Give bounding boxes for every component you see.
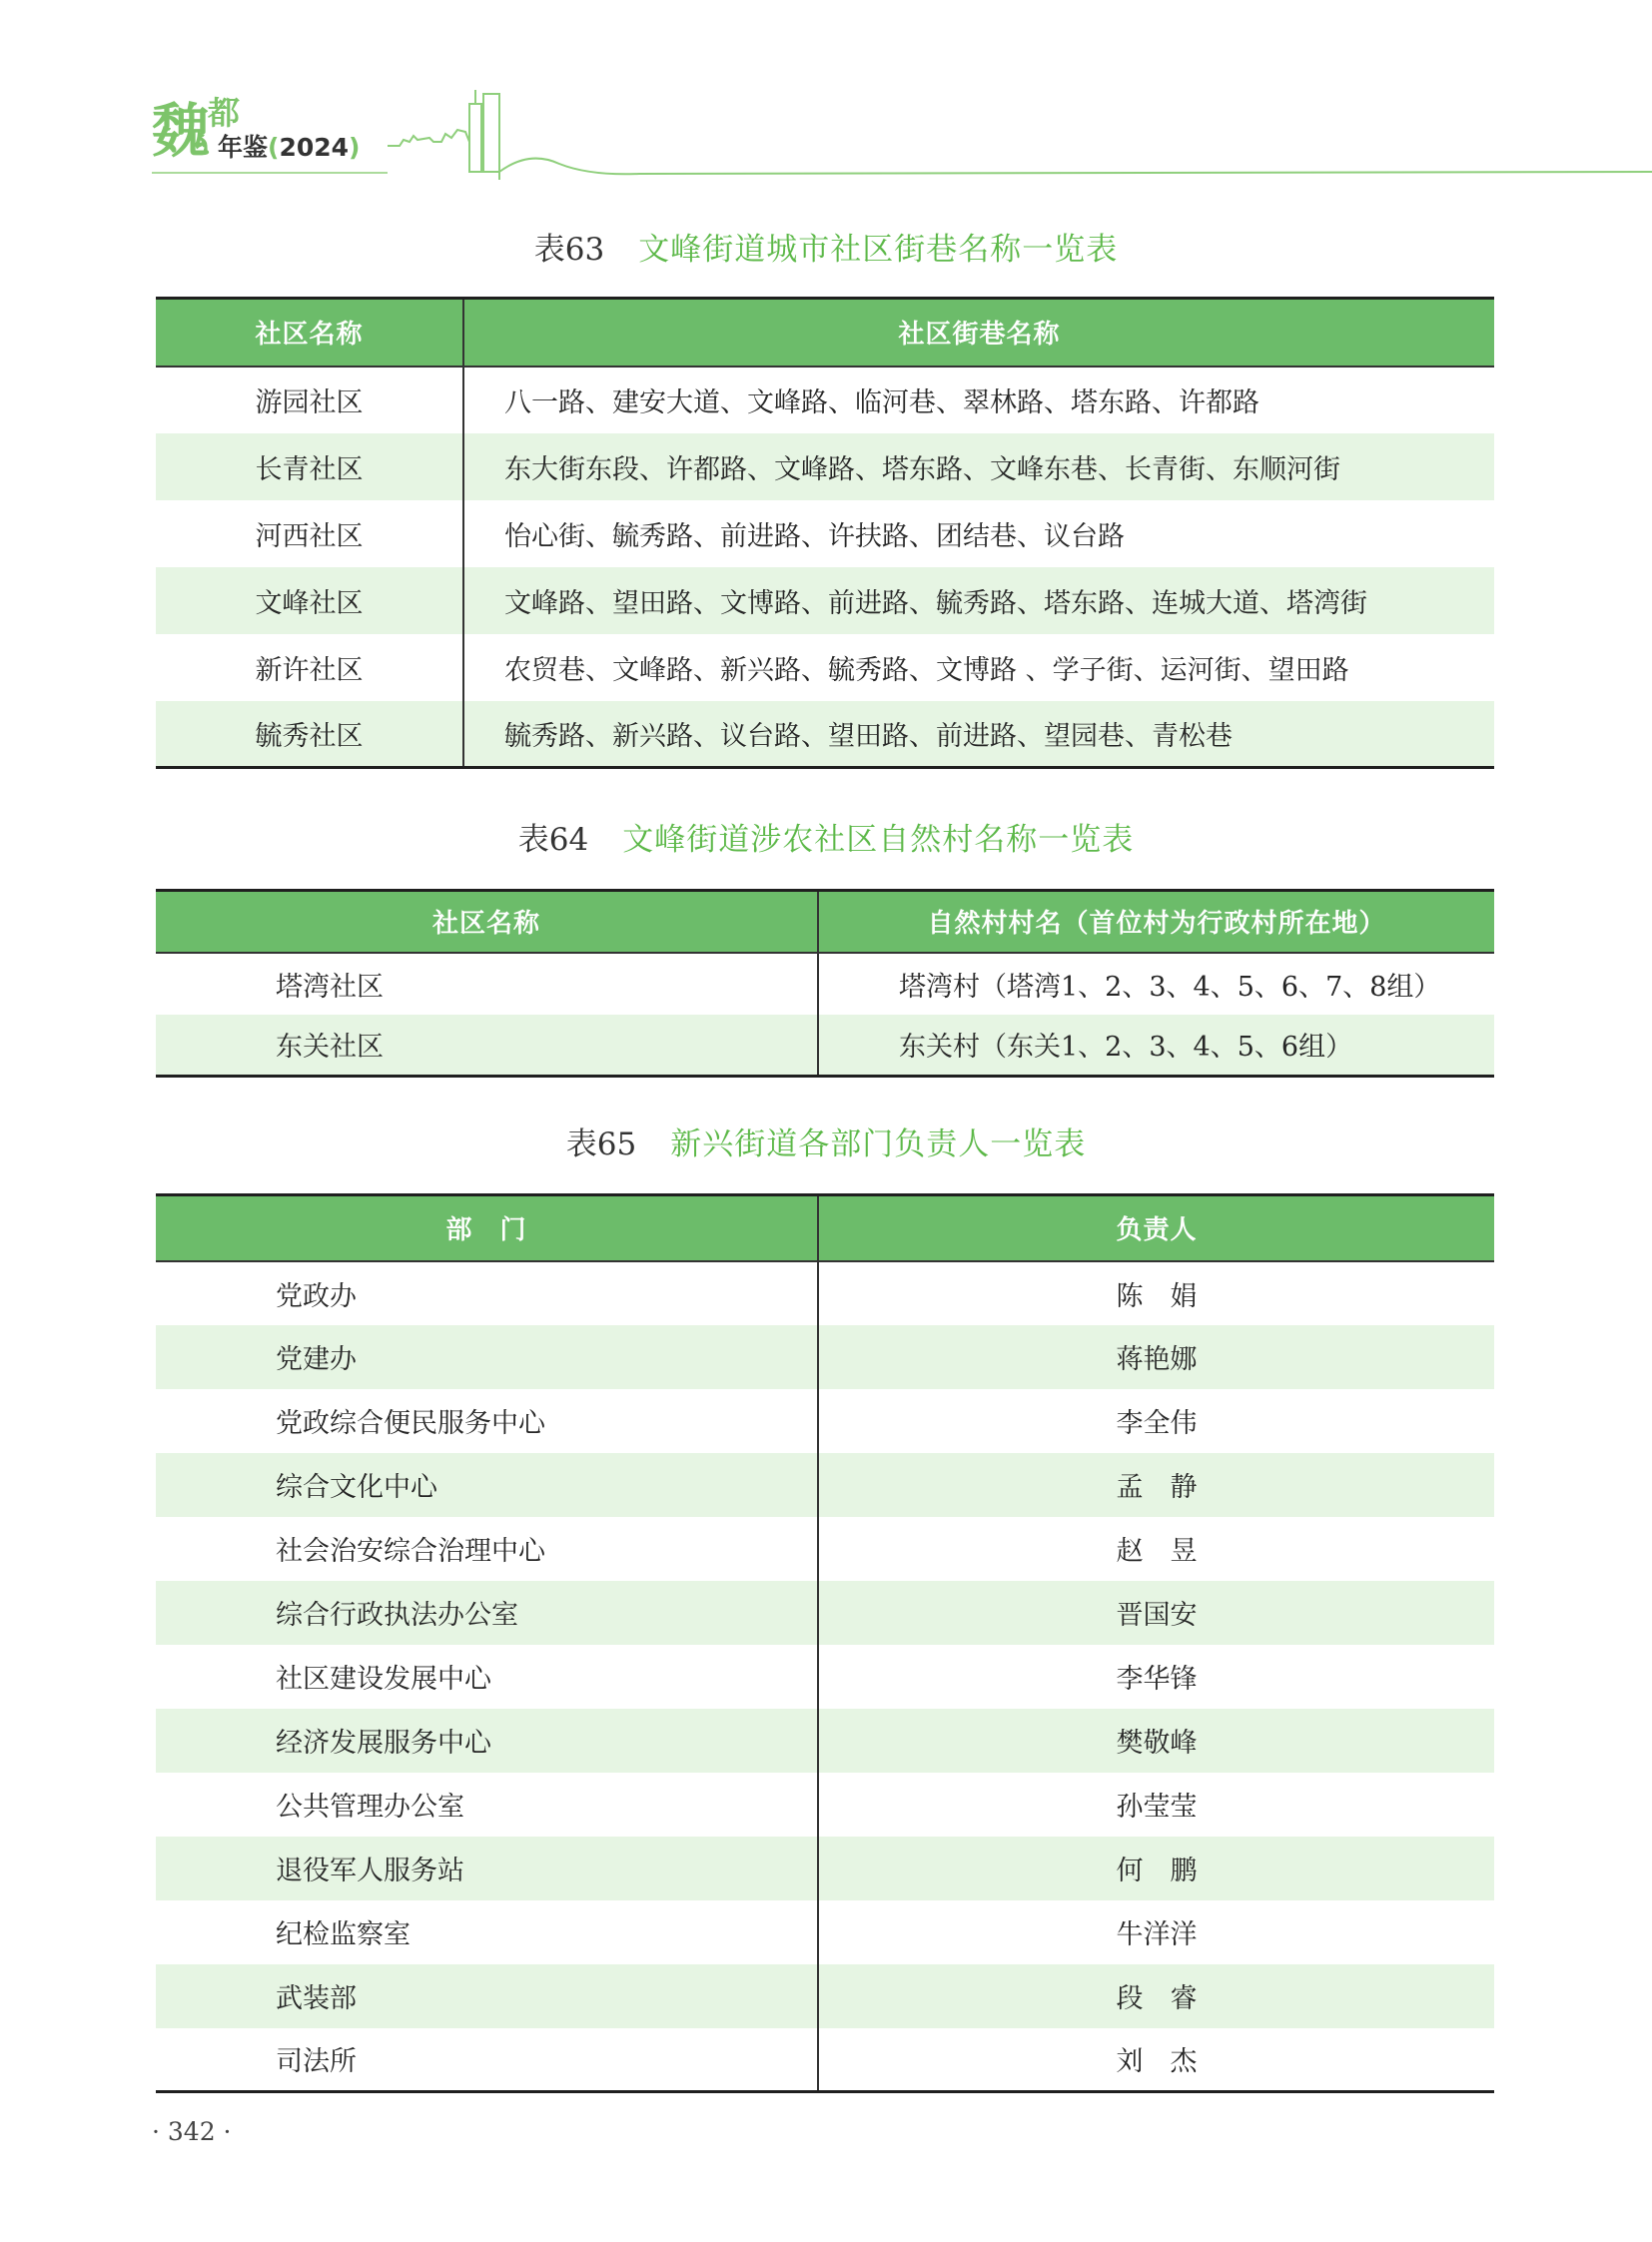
street-names: 文峰路、望田路、文博路、前进路、毓秀路、塔东路、连城大道、塔湾街 bbox=[463, 567, 1494, 634]
table-row bbox=[156, 1261, 1494, 1325]
department-name: 党政综合便民服务中心 bbox=[276, 1408, 545, 1439]
logo-wei-character: 魏 bbox=[152, 97, 211, 165]
person-in-charge: 李华锋 bbox=[818, 1645, 1494, 1709]
table-row bbox=[156, 2028, 1494, 2092]
table-row bbox=[156, 1900, 1494, 1964]
table-row bbox=[156, 1015, 1494, 1077]
table-row bbox=[156, 567, 1494, 634]
table-row bbox=[156, 433, 1494, 500]
table63-caption bbox=[0, 230, 1652, 270]
community-name: 东关社区 bbox=[156, 1015, 818, 1077]
person-in-charge: 孙莹莹 bbox=[818, 1773, 1494, 1837]
table-row bbox=[156, 634, 1494, 701]
person-in-charge: 赵 昱 bbox=[818, 1517, 1494, 1581]
street-names: 东大街东段、许都路、文峰路、塔东路、文峰东巷、长青街、东顺河街 bbox=[463, 433, 1494, 500]
table-row bbox=[156, 1517, 1494, 1581]
person-in-charge: 何 鹏 bbox=[818, 1837, 1494, 1900]
logo-du-character: 都 bbox=[208, 94, 241, 132]
community-name: 塔湾社区 bbox=[276, 971, 384, 1003]
table65-col-department: 部 门 bbox=[156, 1195, 818, 1261]
person-in-charge: 晋国安 bbox=[818, 1581, 1494, 1645]
table64-header-row bbox=[156, 891, 1494, 953]
table-row bbox=[156, 953, 1494, 1015]
department-name: 党政办 bbox=[276, 1280, 357, 1312]
table65-header-row bbox=[156, 1195, 1494, 1261]
table-row bbox=[156, 1453, 1494, 1517]
table-row bbox=[156, 701, 1494, 768]
table65 bbox=[156, 1193, 1494, 2093]
table64-number: 表64 bbox=[517, 822, 589, 858]
table65-caption bbox=[0, 1124, 1652, 1164]
street-names: 毓秀路、新兴路、议台路、望田路、前进路、望园巷、青松巷 bbox=[463, 701, 1494, 768]
table63-number: 表63 bbox=[533, 232, 605, 268]
person-in-charge: 樊敬峰 bbox=[818, 1709, 1494, 1773]
table63-col-community: 社区名称 bbox=[156, 299, 463, 367]
table-row bbox=[156, 1645, 1494, 1709]
table64-col-villages: 自然村村名（首位村为行政村所在地） bbox=[818, 891, 1494, 953]
street-names: 农贸巷、文峰路、新兴路、毓秀路、文博路 、学子街、运河街、望田路 bbox=[463, 634, 1494, 701]
street-names: 怡心街、毓秀路、前进路、许扶路、团结巷、议台路 bbox=[463, 500, 1494, 567]
page-number: · 342 · bbox=[152, 2117, 232, 2146]
table64-caption bbox=[0, 820, 1652, 860]
community-name: 新许社区 bbox=[255, 654, 364, 686]
table65-number: 表65 bbox=[565, 1126, 637, 1162]
table64-col-community: 社区名称 bbox=[156, 891, 818, 953]
table65-col-person: 负责人 bbox=[818, 1195, 1494, 1261]
person-in-charge: 段 睿 bbox=[818, 1964, 1494, 2028]
community-name: 游园社区 bbox=[255, 387, 364, 418]
table-row bbox=[156, 367, 1494, 433]
person-in-charge: 刘 杰 bbox=[818, 2028, 1494, 2092]
yearbook-label: 年鉴 bbox=[218, 133, 269, 162]
department-name: 经济发展服务中心 bbox=[156, 1709, 818, 1773]
community-name: 毓秀社区 bbox=[156, 701, 463, 768]
table63-title: 文峰街道城市社区街巷名称一览表 bbox=[638, 232, 1119, 268]
department-name: 社区建设发展中心 bbox=[276, 1664, 491, 1695]
table-row bbox=[156, 1837, 1494, 1900]
table-row bbox=[156, 1581, 1494, 1645]
person-in-charge: 李全伟 bbox=[818, 1389, 1494, 1453]
department-name: 司法所 bbox=[276, 2046, 357, 2078]
table-row bbox=[156, 1773, 1494, 1837]
table63-header-row bbox=[156, 299, 1494, 367]
table-row bbox=[156, 1389, 1494, 1453]
yearbook-title: 年鉴(2024) bbox=[218, 133, 361, 162]
table64 bbox=[156, 889, 1494, 1078]
department-name: 纪检监察室 bbox=[276, 1919, 411, 1950]
department-name: 武装部 bbox=[156, 1964, 818, 2028]
table65-title: 新兴街道各部门负责人一览表 bbox=[670, 1126, 1087, 1162]
community-name: 文峰社区 bbox=[156, 567, 463, 634]
table-row bbox=[156, 1709, 1494, 1773]
person-in-charge: 蒋艳娜 bbox=[818, 1325, 1494, 1389]
street-names: 八一路、建安大道、文峰路、临河巷、翠林路、塔东路、许都路 bbox=[463, 367, 1494, 433]
person-in-charge: 陈 娟 bbox=[818, 1261, 1494, 1325]
person-in-charge: 牛洋洋 bbox=[818, 1900, 1494, 1964]
table63 bbox=[156, 297, 1494, 769]
table-row bbox=[156, 500, 1494, 567]
community-name: 长青社区 bbox=[156, 433, 463, 500]
department-name: 党建办 bbox=[156, 1325, 818, 1389]
village-names: 塔湾村（塔湾1、2、3、4、5、6、7、8组） bbox=[818, 953, 1494, 1015]
department-name: 综合文化中心 bbox=[156, 1453, 818, 1517]
table-row bbox=[156, 1325, 1494, 1389]
department-name: 公共管理办公室 bbox=[276, 1792, 464, 1823]
department-name: 社会治安综合治理中心 bbox=[276, 1536, 545, 1567]
table64-title: 文峰街道涉农社区自然村名称一览表 bbox=[622, 822, 1135, 858]
yearbook-year: 2024 bbox=[279, 133, 350, 162]
table63-col-streets: 社区街巷名称 bbox=[463, 299, 1494, 367]
table-row bbox=[156, 1964, 1494, 2028]
community-name: 河西社区 bbox=[255, 520, 364, 552]
department-name: 退役军人服务站 bbox=[156, 1837, 818, 1900]
village-names: 东关村（东关1、2、3、4、5、6组） bbox=[818, 1015, 1494, 1077]
person-in-charge: 孟 静 bbox=[818, 1453, 1494, 1517]
department-name: 综合行政执法办公室 bbox=[156, 1581, 818, 1645]
page-header bbox=[0, 0, 1652, 190]
